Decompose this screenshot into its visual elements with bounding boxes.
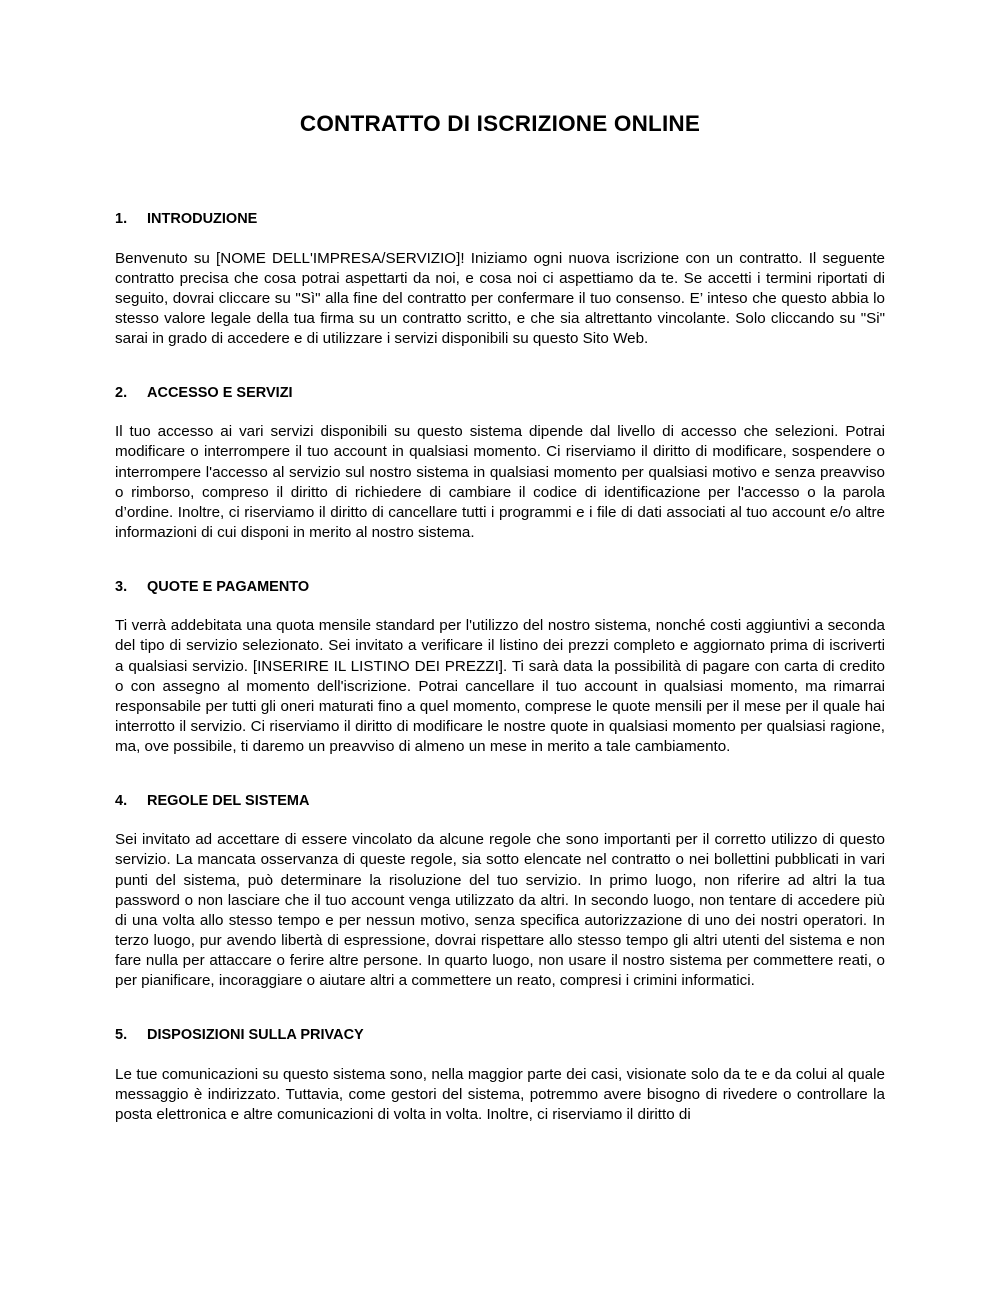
section-body: Benvenuto su [NOME DELL'IMPRESA/SERVIZIO]! Iniziamo ogni nuova iscrizione con un contratto. Il seguente contratto precisa che cosa potrai aspettarti da noi, e cosa noi ci aspettiamo da te. Se accetti i termini riportati di seguito, dovrai cliccare su "Sì" alla fine del contratto per confermare il tuo consenso. E’ inteso che questo abbia lo stesso valore legale della tua firma su un contratto scritto, e che sia altrettanto vincolante. Solo cliccando su "Si" sarai in grado di accedere e di utilizzare i servizi disponibili su questo Sito Web. [115,249,885,347]
section-body: Le tue comunicazioni su questo sistema sono, nella maggior parte dei casi, visionate solo da te e da colui al quale messaggio è indirizzato. Tuttavia, come gestori del sistema, potremmo avere bisogno di rivedere o controllare la posta elettronica e altre comunicazioni di volta in volta. Inoltre, ci riserviamo il diritto di [115,1065,885,1123]
section-heading-label: QUOTE E PAGAMENTO [147,578,310,595]
spacer [115,229,885,249]
section-number: 4. [115,792,128,809]
section-heading-label: INTRODUZIONE [147,211,258,228]
spacer [115,596,885,616]
section-body: Il tuo accesso ai vari servizi disponibili su questo sistema dipende dal livello di accesso che selezioni. Potrai modificare o interrompere il tuo account in qualsiasi momento. Ci riserviamo il diritto di modificare, sospendere o interrompere l'accesso al servizio sul nostro sistema in qualsiasi momento per qualsiasi motivo e senza preavviso o rimborso, compreso il diritto di richiedere di cambiare il codice di identificazione per l'accesso o la parola d’ordine. Inoltre, ci riserviamo il diritto di cancellare tutti i programmi e i file di dati associati al tuo account e/o altre informazioni di cui disponi in merito al nostro sistema. [115,423,885,541]
section-number: 3. [115,578,128,595]
section-heading-label: REGOLE DEL SISTEMA [147,792,310,809]
section-body: Sei invitato ad accettare di essere vincolato da alcune regole che sono importanti per il corretto utilizzo di questo servizio. La mancata osservanza di queste regole, sia sotto elencate nel contratto o nei bollettini pubblicati in vari punti del sistema, può determinare la risoluzione del tuo servizio. In primo luogo, non riferire ad altri la tua password o non lasciare che il tuo account venga utilizzato da altri. In secondo luogo, non tentare di accedere più di una volta allo stesso tempo e per nessun motivo, senza specifica autorizzazione di uno dei nostri operatori. In terzo luogo, pur avendo libertà di espressione, dovrai rispettare allo stesso tempo gli altri utenti del sistema e non fare nulla per attaccare o ferire altre persone. In quarto luogo, non usare il nostro sistema per commettere reati, o per pianificare, incoraggiare o aiutare altri a commettere un reato, compresi i crimini informatici. [115,831,885,990]
section-body: Ti verrà addebitata una quota mensile standard per l'utilizzo del nostro sistema, nonché costi aggiuntivi a seconda del tipo di servizio selezionato. Sei invitato a verificare il listino dei prezzi completo e aggiornato prima di iscriverti a qualsiasi servizio. [INSERIRE IL LISTINO DEI PREZZI]. Ti sarà data la possibilità di pagare con carta di credito o con assegno al momento dell'iscrizione. Potrai cancellare il tuo account in qualsiasi momento, ma rimarrai responsabile per tutti gli oneri maturati fino a quel momento, comprese le quote mensili per il mese per il quale hai interrotto il servizio. Ci riserviamo il diritto di modificare le nostre quote in qualsiasi momento per qualsiasi ragione, ma, ove possibile, ti daremo un preavviso di almeno un mese in merito a tale cambiamento. [115,617,885,755]
section-introduzione [115,211,885,349]
section-heading [115,579,885,596]
document-content [115,0,885,1125]
section-regole-del-sistema [115,793,885,991]
section-number: 5. [115,1027,128,1044]
section-quote-e-pagamento [115,579,885,757]
spacer [115,991,885,1027]
section-heading-label: ACCESSO E SERVIZI [147,384,293,401]
section-number: 2. [115,384,128,401]
spacer [115,810,885,830]
section-disposizioni-sulla-privacy [115,1027,885,1125]
spacer [115,138,885,211]
section-heading [115,385,885,402]
section-heading-label: DISPOSIZIONI SULLA PRIVACY [147,1027,364,1044]
section-heading [115,1027,885,1044]
section-heading [115,211,885,228]
section-heading [115,793,885,810]
spacer [115,543,885,579]
page-title: CONTRATTO DI ISCRIZIONE ONLINE [299,111,701,136]
section-accesso-e-servizi [115,385,885,543]
spacer [115,402,885,422]
spacer [115,349,885,385]
spacer [115,757,885,793]
section-number: 1. [115,211,128,228]
spacer [115,1045,885,1065]
